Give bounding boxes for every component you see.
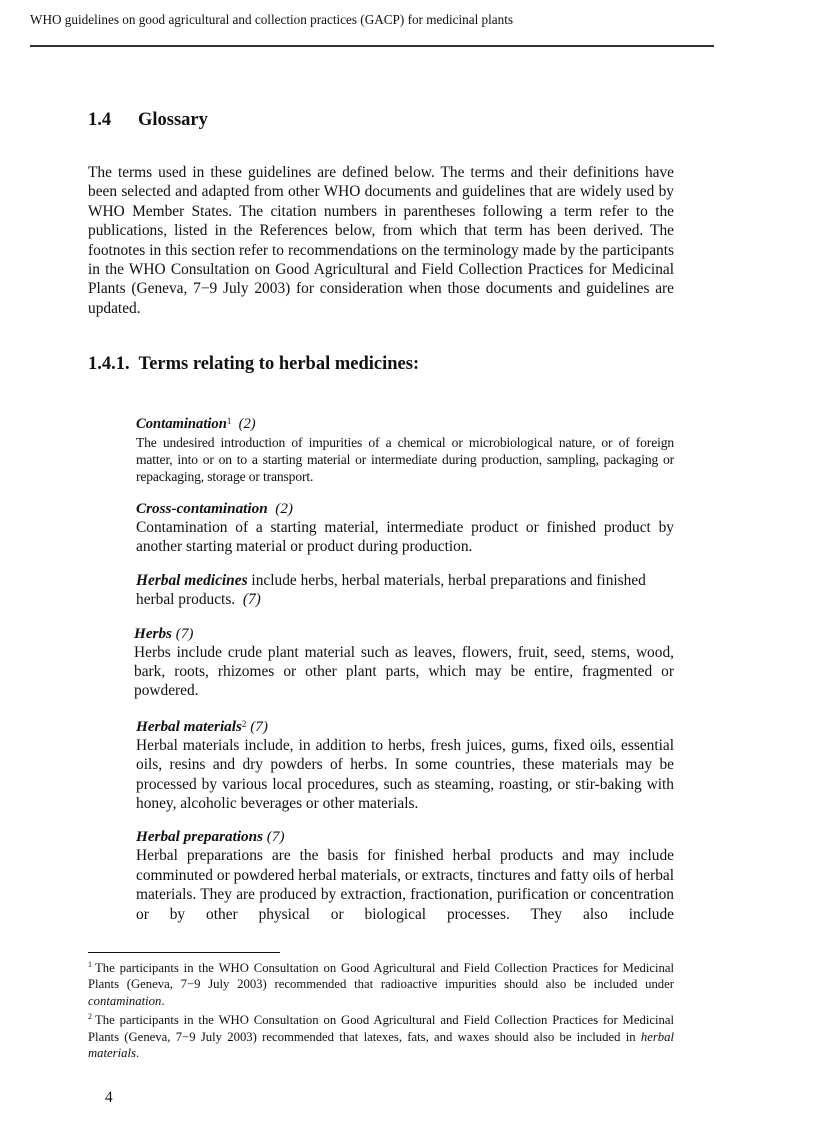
section-title: Glossary (138, 110, 208, 130)
term-definition: Contamination of a starting material, intermediate product or finished product by another starting material or product during production. (136, 519, 674, 556)
subsection-number: 1.4.1. (88, 354, 130, 374)
footnote-text: The participants in the WHO Consultation on Good Agricultural and Field Collection Practices for Medicinal Plants (Geneva, 7−9 July 2003) recommended that radioactive impurities should also be included under (88, 961, 674, 992)
term-name: Herbal medicines (136, 571, 248, 589)
running-header: WHO guidelines on good agricultural and collection practices (GACP) for medicinal plants (30, 12, 514, 27)
footnote-text: The participants in the WHO Consultation on Good Agricultural and Field Collection Practices for Medicinal Plants (Geneva, 7−9 July 2003) recommended that latexes, fats, and waxes should also be included in (88, 1013, 674, 1044)
footnote-emphasis: herbal materials (88, 1029, 674, 1061)
footnote-ref[interactable]: 1 (226, 416, 232, 426)
citation: (7) (250, 717, 268, 735)
footnote-number: 2 (88, 1012, 92, 1022)
glossary-terms (136, 412, 674, 938)
footnote-1 (88, 957, 674, 1009)
footnote-number: 1 (88, 960, 92, 969)
citation: (2) (275, 500, 293, 517)
term-name: Cross-contamination (136, 500, 268, 517)
citation: (7) (266, 828, 285, 846)
footnotes (88, 957, 674, 1061)
footnote-separator (88, 952, 280, 953)
page-number: 4 (105, 1089, 113, 1106)
term-name: Herbal preparations (136, 828, 263, 846)
footnote-2 (88, 1009, 674, 1061)
term-definition: Herbal materials include, in addition to herbs, fresh juices, gums, fixed oils, essential oils, resins and dry powders of herbs. In some countries, these materials may be processed by various local procedures, such as steaming, roasting, or stir-baking with honey, alcoholic beverages or other materials. (136, 736, 674, 813)
citation: (7) (242, 591, 261, 609)
term-definition: Herbal preparations are the basis for finished herbal products and may include comminuted or powdered herbal materials, or extracts, tinctures and fatty oils of herbal materials. They are produced by extraction, fractionation, purification or concentration or by other physical or biological processes. They also include (136, 847, 674, 923)
header-rule (30, 45, 714, 47)
glossary-entry-herbal-materials (136, 715, 674, 814)
section-heading (88, 110, 208, 131)
glossary-entry-herbal-preparations (136, 827, 674, 924)
footnote-emphasis: contamination (88, 993, 162, 1008)
glossary-entry-contamination (136, 412, 674, 485)
section-number: 1.4 (88, 110, 112, 130)
term-definition: include herbs, herbal materials, herbal preparations and finished herbal products. (136, 571, 646, 609)
subsection-heading (88, 354, 419, 375)
glossary-entry-cross-contamination (136, 499, 674, 557)
citation: (7) (175, 624, 194, 642)
term-name: Contamination (136, 416, 227, 432)
glossary-entry-herbal-medicines (136, 571, 674, 610)
citation: (2) (238, 416, 256, 432)
term-name: Herbs (134, 624, 172, 642)
footnote-tail: . (161, 993, 165, 1008)
intro-paragraph: The terms used in these guidelines are defined below. The terms and their definitions have been selected and adapted from other WHO documents and guidelines that are widely used by WHO Member States. The citation numbers in parentheses following a term refer to the publications, listed in the References below, from which that term has been derived. The footnotes in this section refer to recommendations on the terminology made by the participants in the WHO Consultation on Good Agricultural and Field Collection Practices for Medicinal Plants (Geneva, 7−9 July 2003) for consideration when those documents and guidelines are updated. (88, 164, 674, 317)
glossary-entry-herbs (134, 624, 674, 701)
term-definition: The undesired introduction of impurities of a chemical or microbiological nature, or of foreign matter, into or on to a starting material or intermediate during production, sampling, packaging or repackaging, storage or transport. (136, 435, 674, 484)
footnote-ref[interactable]: 2 (241, 718, 247, 729)
subsection-title: Terms relating to herbal medicines: (138, 354, 420, 374)
footnote-tail: . (135, 1046, 140, 1061)
term-name: Herbal materials (136, 717, 242, 735)
term-definition: Herbs include crude plant material such as leaves, flowers, fruit, seed, stems, wood, bark, roots, rhizomes or other plant parts, which may be entire, fragmented or powdered. (134, 643, 674, 700)
